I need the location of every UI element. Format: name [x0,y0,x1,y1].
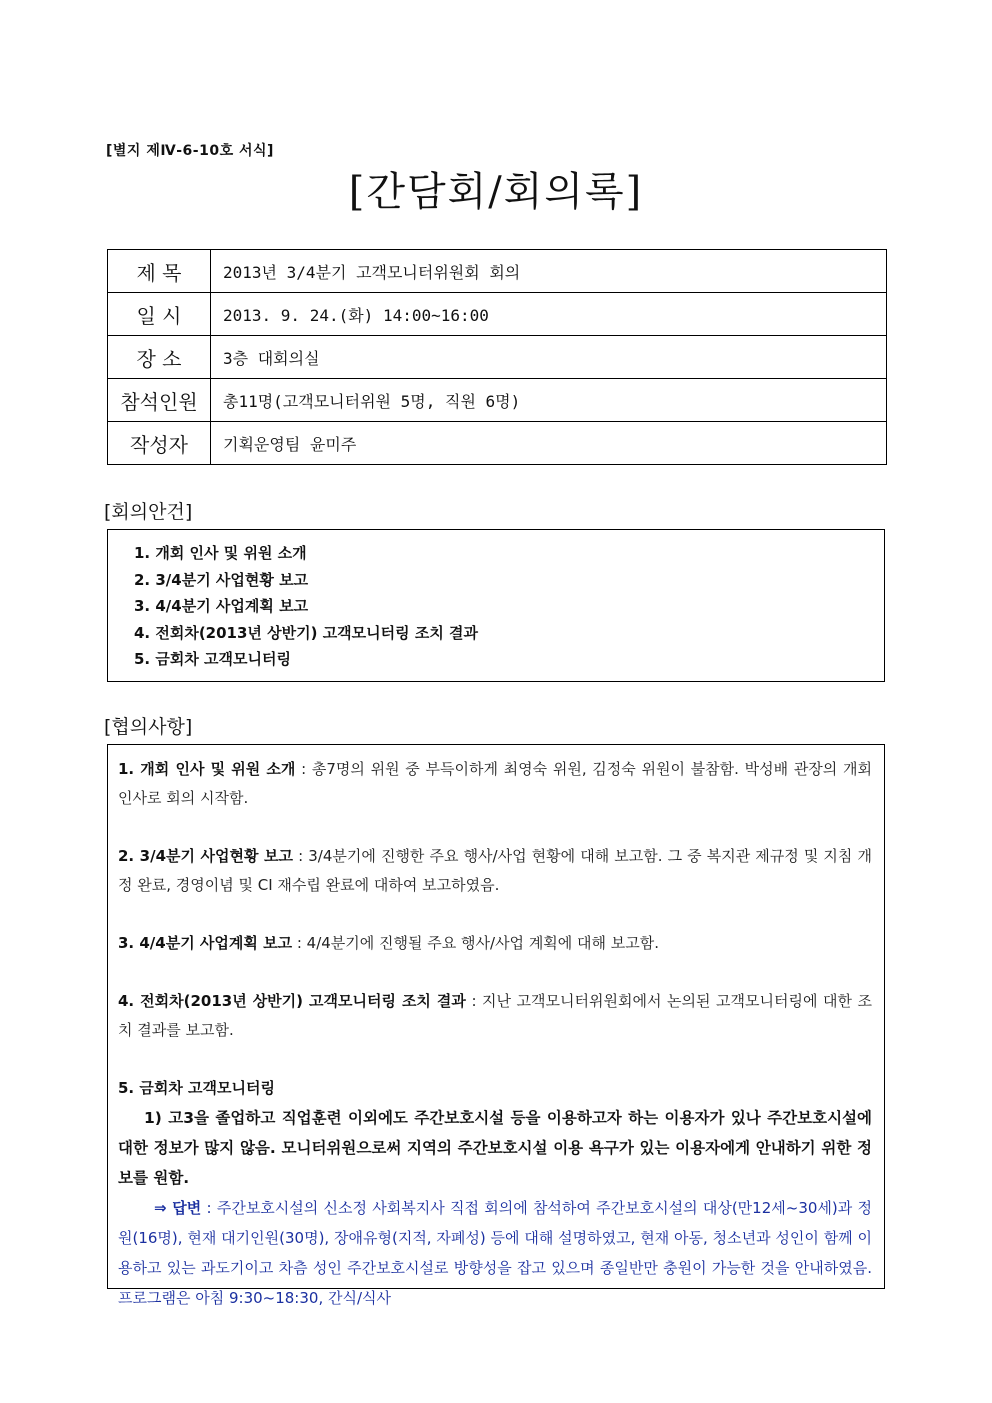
info-row-author [108,422,887,465]
agenda-item: 4. 전회차(2013년 상반기) 고객모니터링 조치 결과 [134,623,479,642]
place-value: 3층 대회의실 [211,336,887,379]
meeting-info-table [107,249,887,465]
discussion-item [118,929,872,958]
attendees-label: 참석인원 [108,379,211,422]
agenda-section-title: [회의안건] [104,501,193,523]
agenda-item: 2. 3/4분기 사업현황 보고 [134,570,309,589]
author-value: 기획운영팀 윤미주 [211,422,887,465]
discussion-item-text: : 총7명의 위원 중 부득이하게 최영숙 위원, 김정숙 위원이 불참함. 박성배 관장의 개회 인사로 회의 시작함. [118,760,872,807]
agenda-item: 1. 개회 인사 및 위원 소개 [134,544,307,562]
answer-label: ⇒ 답변 [154,1199,202,1217]
info-row-subject [108,250,887,293]
author-label: 작성자 [108,422,211,465]
agenda-item: 5. 금회차 고객모니터링 [134,650,291,668]
monitoring-question: 1) 고3을 졸업하고 직업훈련 이외에도 주간보호시설 등을 이용하고자 하는 이용자가 있나 주간보호시설에 대한 정보가 많지 않음. 모니터위원으로써 지역의 주간보호시설 이용 욕구가 있는 이용자에게 안내하기 위한 정보를 원함. [118,1109,872,1187]
discussion-item [118,842,872,900]
discussion-item-heading: 3. 4/4분기 사업계획 보고 [118,934,293,952]
info-row-datetime [108,293,887,336]
document-title: [간담회/회의록] [348,169,644,215]
agenda-box [107,529,885,682]
answer-text: : 주간보호시설의 신소정 사회복지사 직접 회의에 참석하여 주간보호시설의 대상(만12세~30세)과 정원(16명), 현재 대기인원(30명), 장애유형(지적, 자폐성) 등에 대해 설명하였고, 현재 아동, 청소년과 성인이 함께 이용하고 있는 과도기이고 차츰 성인 주간보호시설로 방향성을 잡고 있으며 종일반만 충원이 가능한 것을 안내하였음. 프로그램은 아침 9:30~18:30, 간식/식사 [118,1199,872,1307]
datetime-value: 2013. 9. 24.(화) 14:00~16:00 [211,293,887,336]
discussion-item-text: : 3/4분기에 진행한 주요 행사/사업 현황에 대해 보고함. 그 중 복지관 제규정 및 지침 개정 완료, 경영이념 및 CI 재수립 완료에 대하여 보고하였음. [118,847,872,894]
discussion-item-heading: 1. 개회 인사 및 위원 소개 [118,760,296,778]
discussion-item [118,755,872,813]
info-row-attendees [108,379,887,422]
discussion-item-text: : 4/4분기에 진행될 주요 행사/사업 계획에 대해 보고함. [292,934,660,952]
monitoring-answer [118,1193,872,1313]
attendees-value: 총11명(고객모니터위원 5명, 직원 6명) [211,379,887,422]
discussion-item-heading: 4. 전회차(2013년 상반기) 고객모니터링 조치 결과 [118,992,466,1010]
discussion-item-text: : 지난 고객모니터위원회에서 논의된 고객모니터링에 대한 조치 결과를 보고함. [118,992,872,1039]
discussion-item-heading: 5. 금회차 고객모니터링 [118,1079,275,1097]
discussion-section-title: [협의사항] [104,716,193,738]
subject-label: 제 목 [108,250,211,293]
place-label: 장 소 [108,336,211,379]
datetime-label: 일 시 [108,293,211,336]
subject-value: 2013년 3/4분기 고객모니터위원회 회의 [211,250,887,293]
info-row-place [108,336,887,379]
form-code: [별지 제Ⅳ-6-10호 서식] [106,143,274,159]
discussion-item [118,987,872,1045]
discussion-item [118,1074,872,1103]
discussion-item-heading: 2. 3/4분기 사업현황 보고 [118,847,294,865]
discussion-box [107,744,885,1307]
agenda-item: 3. 4/4분기 사업계획 보고 [134,597,309,615]
